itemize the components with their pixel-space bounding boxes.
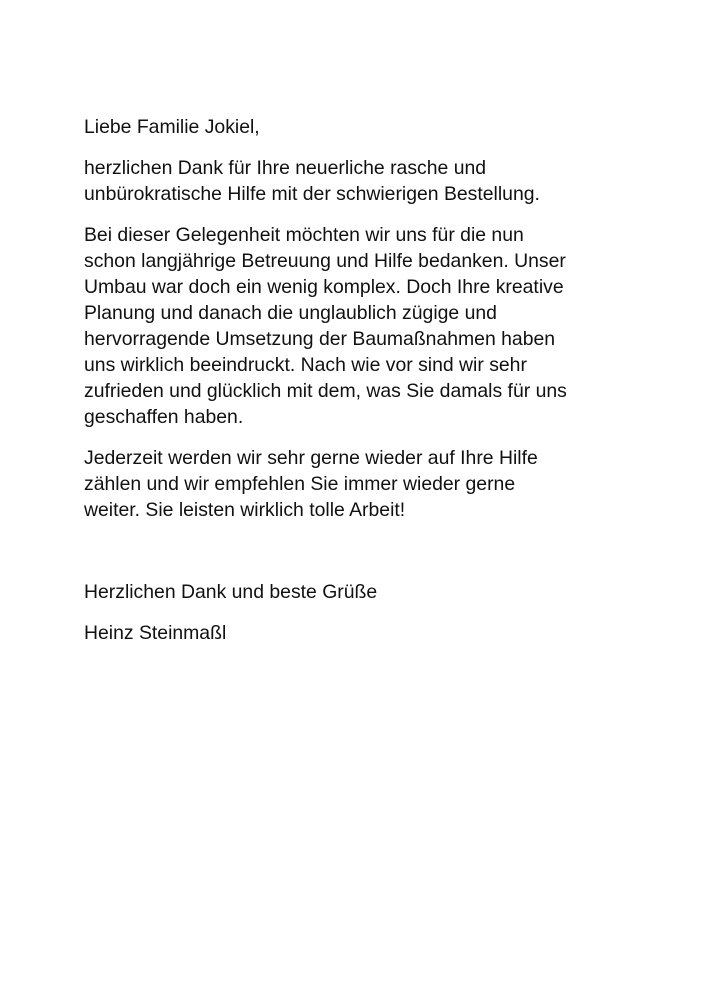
paragraph-appreciation — [84, 222, 644, 430]
text-line: Bei dieser Gelegenheit möchten wir uns für die nun — [84, 224, 524, 246]
text-line: Jederzeit werden wir sehr gerne wieder auf Ihre Hilfe — [84, 447, 538, 469]
text-line: uns wirklich beeindruckt. Nach wie vor sind wir sehr — [84, 354, 527, 376]
text-line: hervorragende Umsetzung der Baumaßnahmen haben — [84, 328, 556, 350]
letter-body — [84, 114, 644, 646]
text-line: geschaffen haben. — [84, 406, 244, 428]
salutation: Liebe Familie Jokiel, — [84, 116, 260, 138]
text-line: Umbau war doch ein wenig komplex. Doch Ihre kreative — [84, 276, 564, 298]
text-line: Planung und danach die unglaublich zügige und — [84, 302, 497, 324]
text-line: schon langjährige Betreuung und Hilfe bedanken. Unser — [84, 250, 566, 272]
paragraph-recommendation — [84, 445, 644, 523]
text-line: unbürokratische Hilfe mit der schwierigen Bestellung. — [84, 183, 540, 205]
text-line: herzlichen Dank für Ihre neuerliche rasche und — [84, 157, 487, 179]
closing-line: Herzlichen Dank und beste Grüße — [84, 581, 378, 603]
paragraph-thanks — [84, 155, 644, 207]
signature-name: Heinz Steinmaßl — [84, 622, 227, 644]
text-line: zufrieden und glücklich mit dem, was Sie damals für uns — [84, 380, 567, 402]
text-line: weiter. Sie leisten wirklich tolle Arbeit! — [84, 499, 406, 521]
text-line: zählen und wir empfehlen Sie immer wieder gerne — [84, 473, 516, 495]
